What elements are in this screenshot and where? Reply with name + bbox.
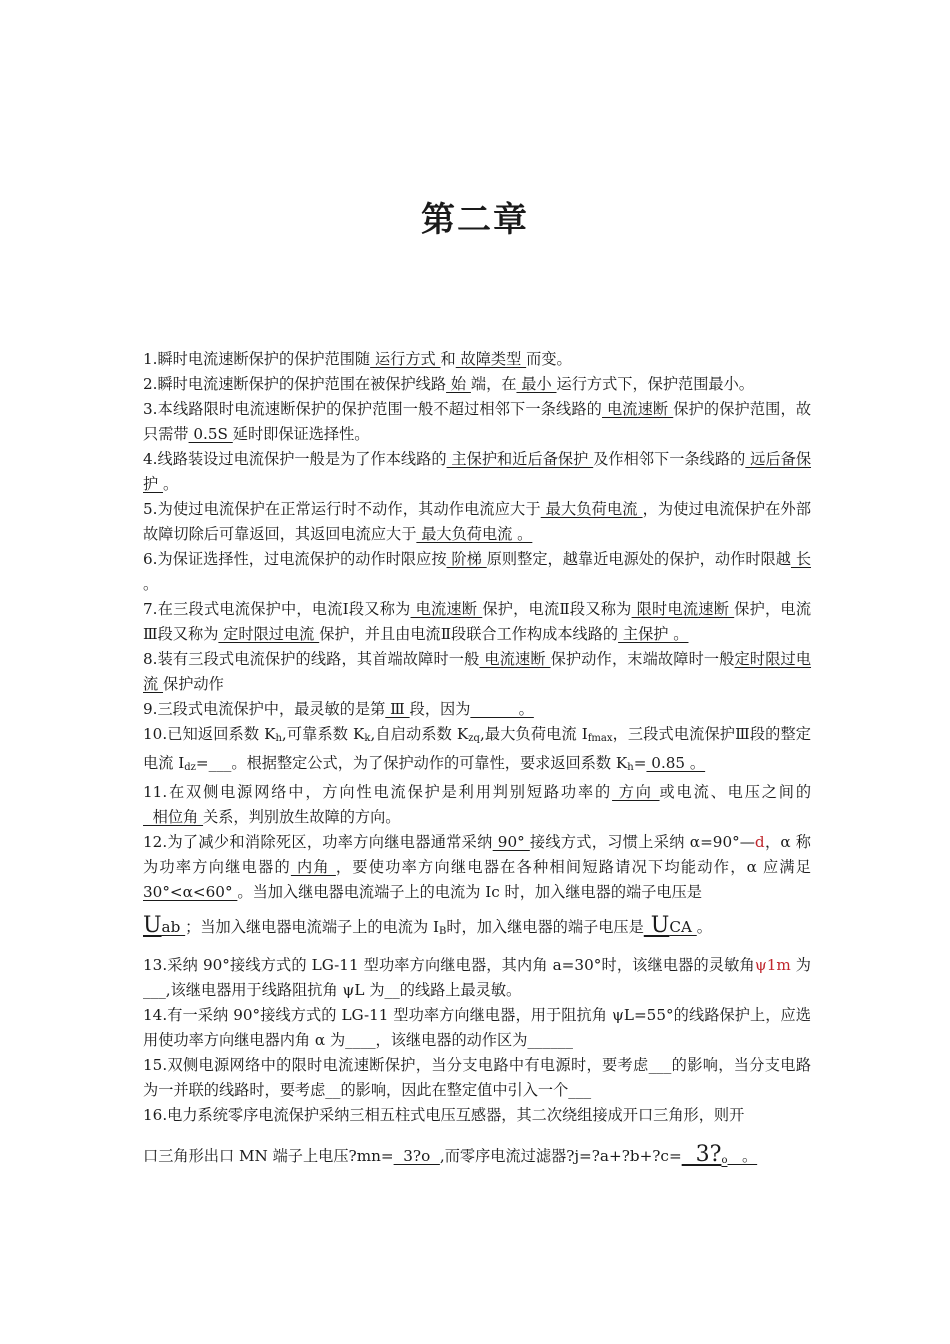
- answer-blank: U: [643, 913, 670, 938]
- question-11: 11.在双侧电源网络中，方向性电流保护是利用判别短路功率的 方向 或电流、电压之间的 相位角 关系，判别放生故障的方向。: [143, 783, 812, 826]
- answer-blank: 相位角: [143, 808, 204, 826]
- answer-blank: 始: [446, 375, 471, 393]
- answer-blank: U: [143, 913, 162, 938]
- answer-blank: 远后备保护: [143, 450, 812, 493]
- answer-blank: 长: [790, 550, 812, 568]
- answer-blank: 限时电流速断: [631, 600, 735, 618]
- answer-blank: 。: [727, 1147, 758, 1165]
- question-4: 4.线路装设过电流保护一般是为了作本线路的 主保护和近后备保护 及作相邻下一条线路的 远后备保护 。: [143, 450, 812, 493]
- question-10: 10.已知返回系数 $K_h$,可靠系数 $K_k$,自启动系数 $K_{zq}$,最大负荷电流 $I_{fmax}$，三段式电流保护Ⅲ段的整定电流 $I_{dz}=\_\_\_$。根据整定公式，为了保护动作的可靠性，要求返回系数 $K_h= 0.85$ 。: [143, 725, 811, 773]
- answer-blank: 最大负荷电流: [540, 500, 643, 518]
- answer-blank: 电流速断: [602, 400, 674, 418]
- answer-blank: __: [325, 1081, 341, 1099]
- question-16-continued: 口三角形出口 MN 端子上电压?mn= 3?o ,而零序电流过滤器?j=?a+?b+?c= $3?_o$ 。: [143, 1142, 758, 1167]
- answer-blank: 。: [470, 700, 534, 718]
- answer-blank: 0.5S: [188, 425, 233, 443]
- question-7: 7.在三段式电流保护中，电流Ⅰ段又称为 电流速断 保护，电流Ⅱ段又称为 限时电流速断 保护，电流Ⅲ段又称为 定时限过电流 保护，并且由电流Ⅱ段联合工作构成本线路的 主保护 。: [143, 600, 812, 643]
- answer-blank: 阶梯: [446, 550, 487, 568]
- answer-blank: 3?: [681, 1142, 722, 1167]
- answer-blank: 故障类型: [455, 350, 527, 368]
- question-list: [143, 347, 811, 1173]
- answer-blank: 定时限过电流: [218, 625, 320, 643]
- answer-blank: CA: [669, 918, 697, 936]
- answer-blank: 主保护 。: [618, 625, 689, 643]
- answer-blank: 方向: [612, 783, 660, 801]
- question-2: 2.瞬时电流速断保护的保护范围在被保护线路 始 端，在 最小 运行方式下，保护范围最小。: [143, 375, 754, 393]
- question-16: 16.电力系统零序电流保护采纳三相五柱式电压互感器，其二次绕组接成开口三角形，则开: [143, 1106, 745, 1124]
- answer-blank: 0.85 。: [646, 754, 706, 772]
- answer-blank: Ⅲ: [385, 700, 410, 718]
- answer-blank: ______: [527, 1031, 573, 1049]
- answer-blank: 主保护和近后备保护: [446, 450, 594, 468]
- answer-blank: 电流速断: [410, 600, 483, 618]
- question-1: 1.瞬时电流速断保护的保护范围随 运行方式 和 故障类型 而变。: [143, 350, 572, 368]
- question-9: 9.三段式电流保护中，最灵敏的是第 Ⅲ 段，因为 。: [143, 700, 534, 718]
- answer-blank: ___: [143, 981, 166, 999]
- question-15: 15.双侧电源网络中的限时电流速断保护，当分支电路中有电源时，要考虑___的影响，当分支电路为一并联的线路时，要考虑__的影响，因此在整定值中引入一个___: [143, 1056, 812, 1099]
- question-8: 8.装有三段式电流保护的线路，其首端故障时一般 电流速断 保护动作，末端故障时一般定时限过电流 保护动作: [143, 650, 812, 693]
- answer-blank: 定时限过电流: [143, 650, 812, 693]
- question-14: 14.有一采纳 90°接线方式的 LG-11 型功率方向继电器，用于阻抗角 ψL=55°的线路保护上，应选用使功率方向继电器内角 α 为____，该继电器的动作区为______: [143, 1006, 811, 1049]
- answer-blank: 90°: [492, 833, 530, 851]
- answer-blank: 电流速断: [479, 650, 551, 668]
- answer-blank: 30°<α<60°: [143, 883, 238, 901]
- question-13: 13.采纳 90°接线方式的 LG-11 型功率方向继电器，其内角 a=30°时，该继电器的灵敏角ψ1m 为___,该继电器用于线路阻抗角 ψL 为__的线路上最灵敏。: [143, 956, 811, 999]
- question-5: 5.为使过电流保护在正常运行时不动作，其动作电流应大于 最大负荷电流 ，为使过电流保护在外部故障切除后可靠返回，其返回电流应大于 最大负荷电流 。: [143, 500, 812, 543]
- answer-blank: 内角: [290, 858, 336, 876]
- answer-blank: ___: [568, 1081, 592, 1099]
- answer-blank: o: [721, 1155, 728, 1166]
- question-3: 3.本线路限时电流速断保护的保护范围一般不超过相邻下一条线路的 电流速断 保护的保护范围，故只需带 0.5S 延时即保证选择性。: [143, 400, 812, 443]
- answer-blank: 3?o: [393, 1147, 440, 1165]
- question-6: 6.为保证选择性，过电流保护的动作时限应按 阶梯 原则整定，越靠近电源处的保护，动作时限越 长 。: [143, 550, 812, 593]
- chapter-title: 第二章: [421, 200, 529, 240]
- answer-blank: ___: [208, 754, 232, 772]
- answer-blank: ab: [161, 918, 186, 936]
- answer-blank: 运行方式: [370, 350, 441, 368]
- answer-blank: 最小: [516, 375, 557, 393]
- answer-blank: ___: [648, 1056, 672, 1074]
- answer-blank: __: [384, 981, 400, 999]
- question-12: 12.为了减少和消除死区，功率方向继电器通常采纳 90° 接线方式，习惯上采纳 α=90°—d，α 称为功率方向继电器的 内角 ，要使功率方向继电器在各种相间短路请况下均能动作，α 应满足 30°<α<60° 。当加入继电器电流端子上的电流为 Ic 时，加入继电器的端子电压是 Uab ；当加入继电器电流端子上的电流为 $I_B$时，加入继电器的端子电压是 UCA 。: [143, 833, 811, 938]
- answer-blank: 最大负荷电流 。: [416, 525, 533, 543]
- answer-blank: ____: [345, 1031, 376, 1049]
